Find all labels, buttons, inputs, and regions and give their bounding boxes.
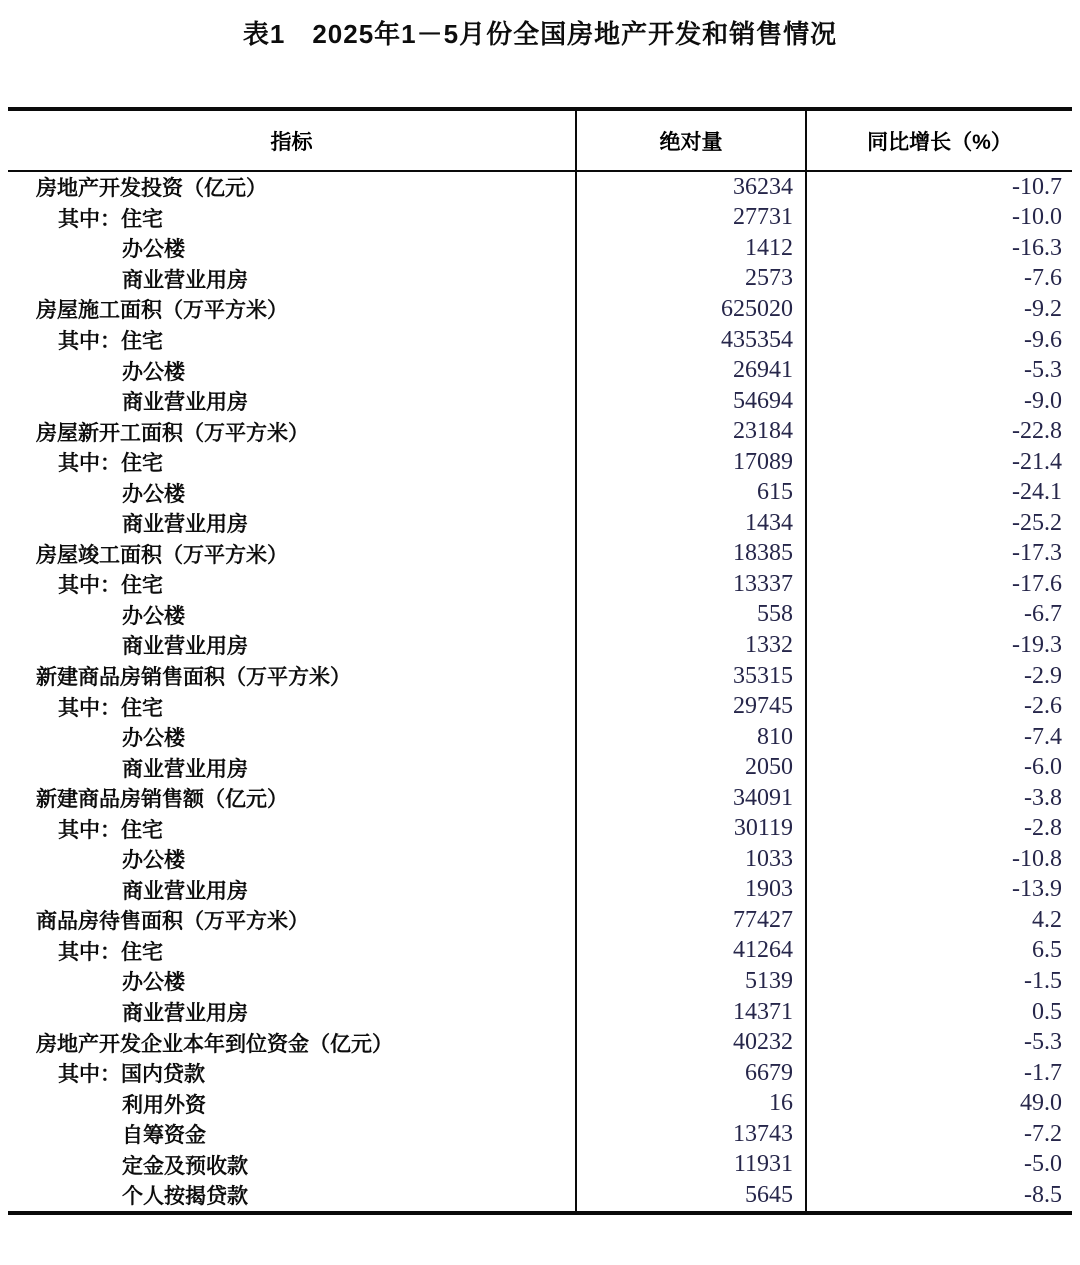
absolute-value-cell: 14371 [577,997,807,1028]
table-row [8,661,1072,692]
indicator-cell: 房屋新开工面积（万平方米） [8,416,577,447]
table-row [8,325,1072,356]
growth-value-cell: 0.5 [1032,998,1062,1025]
indicator-cell: 其中：国内贷款 [8,1058,577,1089]
absolute-value-cell: 1332 [577,630,807,661]
absolute-value-cell: 1903 [577,875,807,906]
table-row [8,752,1072,783]
table-row [8,447,1072,478]
indicator-cell: 其中：住宅 [8,569,577,600]
indicator-cell: 办公楼 [8,233,577,264]
indicator-cell: 自筹资金 [8,1119,577,1150]
table-row [8,997,1072,1028]
header-yoy-growth: 同比增长（%） [867,130,1012,154]
indicator-cell: 新建商品房销售额（亿元） [8,783,577,814]
growth-value-cell: -3.8 [1024,784,1062,811]
growth-value-cell: -1.5 [1024,967,1062,994]
absolute-value-cell: 18385 [577,539,807,570]
growth-value-cell: -2.8 [1024,815,1062,842]
table-body [8,172,1072,1211]
growth-value-cell: -17.6 [1012,570,1062,597]
absolute-value-cell: 30119 [577,813,807,844]
table-row [8,264,1072,295]
table-row [8,569,1072,600]
table-row [8,508,1072,539]
indicator-cell: 房地产开发投资（亿元） [8,172,577,203]
indicator-cell: 办公楼 [8,966,577,997]
table-row [8,783,1072,814]
growth-value-cell: -10.8 [1012,845,1062,872]
table-row [8,539,1072,570]
table-row [8,1119,1072,1150]
absolute-value-cell: 810 [577,722,807,753]
growth-value-cell: -5.0 [1024,1151,1062,1178]
indicator-cell: 定金及预收款 [8,1150,577,1181]
growth-value-cell: -24.1 [1012,479,1062,506]
stats-table [8,107,1072,1215]
table-row [8,600,1072,631]
absolute-value-cell: 5645 [577,1180,807,1211]
growth-value-cell: 49.0 [1020,1090,1062,1117]
growth-value-cell: -9.6 [1024,326,1062,353]
indicator-cell: 商业营业用房 [8,508,577,539]
growth-value-cell: -17.3 [1012,540,1062,567]
absolute-value-cell: 34091 [577,783,807,814]
absolute-value-cell: 1434 [577,508,807,539]
absolute-value-cell: 558 [577,600,807,631]
indicator-cell: 商品房待售面积（万平方米） [8,905,577,936]
growth-value-cell: -7.4 [1024,723,1062,750]
absolute-value-cell: 13337 [577,569,807,600]
indicator-cell: 办公楼 [8,355,577,386]
indicator-cell: 商业营业用房 [8,630,577,661]
header-absolute-amount: 绝对量 [577,111,807,170]
growth-value-cell: -6.7 [1024,601,1062,628]
absolute-value-cell: 6679 [577,1058,807,1089]
indicator-cell: 个人按揭贷款 [8,1180,577,1211]
table-row [8,1180,1072,1211]
indicator-cell: 商业营业用房 [8,875,577,906]
indicator-cell: 办公楼 [8,477,577,508]
absolute-value-cell: 23184 [577,416,807,447]
indicator-cell: 利用外资 [8,1088,577,1119]
growth-value-cell: -9.0 [1024,387,1062,414]
table-row [8,936,1072,967]
table-row [8,844,1072,875]
indicator-cell: 商业营业用房 [8,752,577,783]
indicator-cell: 其中：住宅 [8,203,577,234]
growth-value-cell: -5.3 [1024,1029,1062,1056]
growth-value-cell: -9.2 [1024,295,1062,322]
table-row [8,722,1072,753]
table-row [8,172,1072,203]
growth-value-cell: -16.3 [1012,234,1062,261]
absolute-value-cell: 54694 [577,386,807,417]
growth-value-cell: -13.9 [1012,876,1062,903]
table-row [8,1150,1072,1181]
growth-value-cell: -10.7 [1012,173,1062,200]
table-row [8,355,1072,386]
growth-value-cell: 4.2 [1032,906,1062,933]
table-row [8,1088,1072,1119]
indicator-cell: 其中：住宅 [8,447,577,478]
table-row [8,875,1072,906]
absolute-value-cell: 35315 [577,661,807,692]
table-row [8,813,1072,844]
indicator-cell: 商业营业用房 [8,264,577,295]
growth-value-cell: -7.6 [1024,265,1062,292]
indicator-cell: 其中：住宅 [8,936,577,967]
table-row [8,294,1072,325]
growth-value-cell: -1.7 [1024,1059,1062,1086]
absolute-value-cell: 77427 [577,905,807,936]
indicator-cell: 房地产开发企业本年到位资金（亿元） [8,1027,577,1058]
growth-value-cell: -6.0 [1024,754,1062,781]
table-row [8,1058,1072,1089]
absolute-value-cell: 625020 [577,294,807,325]
indicator-cell: 房屋施工面积（万平方米） [8,294,577,325]
absolute-value-cell: 27731 [577,203,807,234]
table-row [8,386,1072,417]
indicator-cell: 房屋竣工面积（万平方米） [8,539,577,570]
table-row [8,691,1072,722]
table-header-row [8,111,1072,172]
table-row [8,233,1072,264]
absolute-value-cell: 1033 [577,844,807,875]
growth-value-cell: -2.9 [1024,662,1062,689]
table-row [8,416,1072,447]
table-row [8,966,1072,997]
absolute-value-cell: 2573 [577,264,807,295]
header-indicator: 指标 [8,111,577,170]
growth-value-cell: -8.5 [1024,1181,1062,1208]
indicator-cell: 办公楼 [8,722,577,753]
absolute-value-cell: 36234 [577,172,807,203]
table-row [8,1027,1072,1058]
absolute-value-cell: 11931 [577,1150,807,1181]
growth-value-cell: -5.3 [1024,357,1062,384]
absolute-value-cell: 13743 [577,1119,807,1150]
absolute-value-cell: 26941 [577,355,807,386]
absolute-value-cell: 16 [577,1088,807,1119]
growth-value-cell: -19.3 [1012,631,1062,658]
absolute-value-cell: 5139 [577,966,807,997]
absolute-value-cell: 40232 [577,1027,807,1058]
absolute-value-cell: 435354 [577,325,807,356]
growth-value-cell: -2.6 [1024,693,1062,720]
absolute-value-cell: 17089 [577,447,807,478]
growth-value-cell: -25.2 [1012,509,1062,536]
growth-value-cell: -22.8 [1012,418,1062,445]
growth-value-cell: 6.5 [1032,937,1062,964]
table-row [8,477,1072,508]
indicator-cell: 商业营业用房 [8,997,577,1028]
indicator-cell: 商业营业用房 [8,386,577,417]
indicator-cell: 其中：住宅 [8,325,577,356]
table-row [8,630,1072,661]
growth-value-cell: -10.0 [1012,204,1062,231]
table-title: 表1 2025年1－5月份全国房地产开发和销售情况 [242,19,838,49]
absolute-value-cell: 29745 [577,691,807,722]
indicator-cell: 其中：住宅 [8,813,577,844]
absolute-value-cell: 1412 [577,233,807,264]
table-row [8,203,1072,234]
indicator-cell: 其中：住宅 [8,691,577,722]
growth-value-cell: -7.2 [1024,1120,1062,1147]
indicator-cell: 办公楼 [8,600,577,631]
absolute-value-cell: 2050 [577,752,807,783]
table-row [8,905,1072,936]
indicator-cell: 办公楼 [8,844,577,875]
indicator-cell: 新建商品房销售面积（万平方米） [8,661,577,692]
absolute-value-cell: 615 [577,477,807,508]
absolute-value-cell: 41264 [577,936,807,967]
growth-value-cell: -21.4 [1012,448,1062,475]
